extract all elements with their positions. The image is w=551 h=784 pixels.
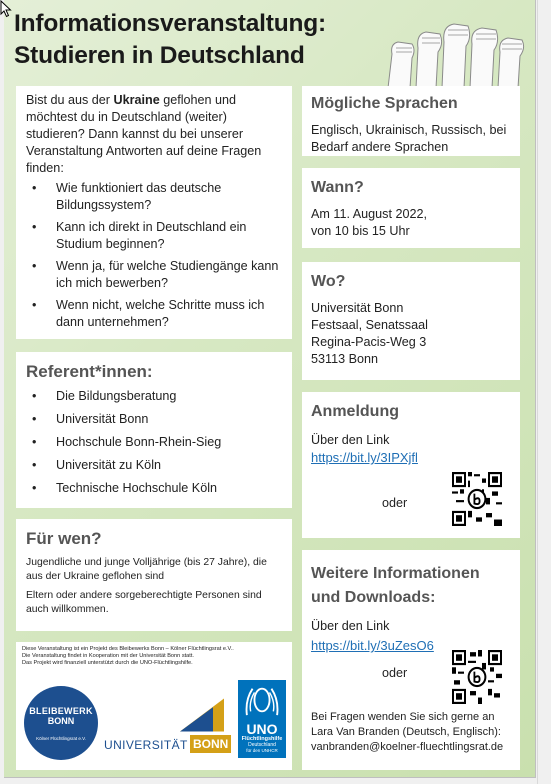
more-info-text: Über den Link [311,619,390,633]
audience-heading: Für wen? [26,529,102,548]
footer-note-2: Die Veranstaltung findet in Kooperation mit der Universität Bonn statt. [22,653,194,659]
audience-box [16,519,292,631]
speakers-list [26,388,283,497]
registration-heading: Anmeldung [311,403,399,420]
list-item: • Universität zu Köln [26,457,283,474]
question-list [26,180,283,331]
uni-bonn-logo [104,698,236,760]
audience-text-1: Jugendliche und junge Volljährige (bis 27 Jahre), die aus der Ukraine geflohen sind [26,557,267,582]
bonn-text: BONN [190,735,231,753]
list-item: • Die Bildungsberatung [26,388,283,405]
registration-link[interactable]: https://bit.ly/3IPXjfl [311,450,418,465]
list-item: • Universität Bonn [26,411,283,428]
speakers-box [16,352,292,508]
uno-logo: UNO Flüchtlingshilfe Deutschland für den UNHCR [238,680,286,758]
contact-info [311,710,503,755]
where-line-1: Universität Bonn [311,301,404,315]
where-box [302,262,520,380]
intro-text: Bist du aus der Ukraine geflohen und möchtest du in Deutschland (weiter) studieren? Dann kannst du bei unserer Veranstaltung Antworten auf deine Fragen finden: [26,93,262,175]
where-heading: Wo? [311,273,346,290]
registration-qr-code[interactable] [452,472,502,526]
more-info-qr-code[interactable] [452,650,502,704]
more-info-or: oder [382,666,408,680]
more-info-box [302,550,520,770]
where-line-4: 53113 Bonn [311,352,378,366]
when-heading: Wann? [311,179,364,196]
list-item: • Hochschule Bonn-Rhein-Sieg [26,434,283,451]
title-line-1: Informationsveranstaltung: [14,10,326,37]
languages-box [302,86,520,156]
intro-box [16,86,292,339]
footer-note-1: Diese Veranstaltung ist ein Projekt des Bleibewerks Bonn – Kölner Flüchtlingsrat e.V.. [22,646,234,652]
registration-or: oder [382,496,408,510]
registration-text: Über den Link [311,433,390,447]
scrollbar[interactable] [537,0,551,784]
audience-text-2: Eltern oder andere sorgeberechtigte Personen sind auch willkommen. [26,590,262,615]
when-box [302,168,520,248]
flyer [4,0,536,778]
when-date: Am 11. August 2022, [311,207,427,221]
when-time: von 10 bis 15 Uhr [311,224,410,238]
languages-heading: Mögliche Sprachen [311,95,458,112]
uni-text: UNIVERSITÄT [104,738,188,752]
contact-line-2: Lara Van Branden (Deutsch, Englisch): [311,726,501,738]
footer-box [16,642,292,770]
poster-title [14,8,374,72]
contact-line-1: Bei Fragen wenden Sie sich gerne an [311,711,495,723]
uni-bonn-emblem-icon [180,698,224,732]
intro-ukraine: Ukraine [113,93,160,107]
raised-fists-icon [382,14,534,88]
bleibewerk-logo: BLEIBEWERK BONN Kölner Flüchtlingsrat e.V. [24,686,98,760]
list-item: • Wie funktioniert das deutsche Bildungssystem? [26,180,283,214]
list-item: • Kann ich direkt in Deutschland ein Studium beginnen? [26,219,283,253]
qr-code-icon [452,472,502,526]
list-item: • Wenn nicht, welche Schritte muss ich dann unternehmen? [26,297,283,331]
contact-email[interactable]: vanbranden@koelner-fluechtlingsrat.de [311,741,504,753]
more-info-link[interactable]: https://bit.ly/3uZesO6 [311,638,434,653]
where-line-2: Festsaal, Senatssaal [311,318,428,332]
list-item: • Wenn ja, für welche Studiengänge kann ich mich bewerben? [26,258,283,292]
title-line-2: Studieren in Deutschland [14,42,305,69]
unhcr-hands-icon [243,683,281,717]
languages-text: Englisch, Ukrainisch, Russisch, bei Bedarf andere Sprachen [311,123,507,154]
where-line-3: Regina-Pacis-Weg 3 [311,335,427,349]
speakers-heading: Referent*innen: [26,362,153,381]
qr-code-icon [452,650,502,704]
list-item: • Technische Hochschule Köln [26,480,283,497]
mouse-pointer-icon [0,0,12,18]
footer-note-3: Das Projekt wird finanziell unterstützt durch die UNO-Flüchtlingshilfe. [22,660,193,666]
more-info-heading: Weitere Informationen und Downloads: [311,565,480,606]
registration-box [302,392,520,538]
